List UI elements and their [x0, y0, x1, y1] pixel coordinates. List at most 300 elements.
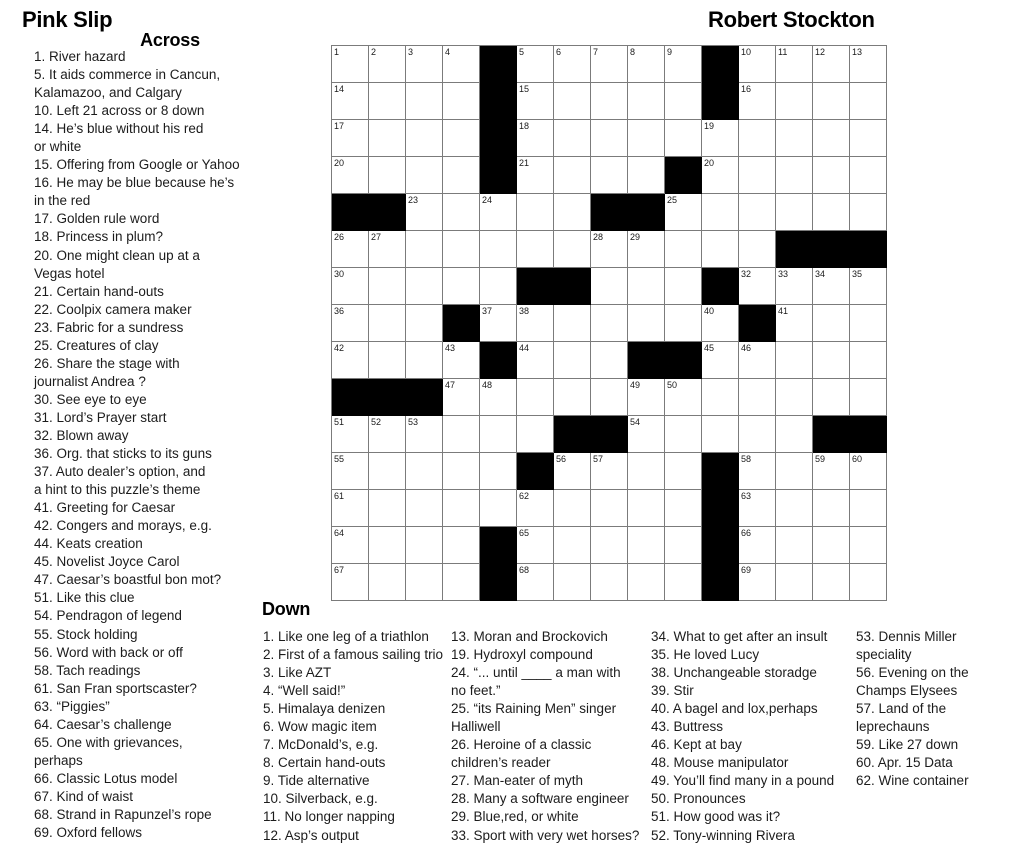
down-clue-column-3 [651, 628, 834, 845]
down-clue-line: 46. Kept at bay [651, 737, 742, 753]
down-clue-line: 43. Buttress [651, 719, 724, 735]
grid-cell[interactable] [443, 416, 480, 453]
black-square [665, 157, 702, 194]
grid-cell[interactable] [739, 83, 776, 120]
grid-cell[interactable] [517, 120, 554, 157]
grid-cell[interactable] [739, 231, 776, 268]
grid-cell[interactable] [739, 527, 776, 564]
grid-cell[interactable] [628, 379, 665, 416]
black-square [591, 194, 628, 231]
grid-cell[interactable] [406, 46, 443, 83]
down-clue-line: 48. Mouse manipulator [651, 755, 789, 771]
cell-number: 64 [334, 528, 345, 538]
grid-cell[interactable] [813, 268, 850, 305]
cell-number: 44 [519, 343, 530, 353]
grid-cell[interactable] [369, 564, 406, 601]
grid-cell[interactable] [591, 527, 628, 564]
grid-cell[interactable] [480, 305, 517, 342]
grid-cell[interactable] [739, 490, 776, 527]
cell-number: 51 [334, 417, 345, 427]
cell-number: 30 [334, 269, 345, 279]
grid-cell[interactable] [332, 231, 369, 268]
grid-cell[interactable] [776, 564, 813, 601]
grid-cell[interactable] [665, 194, 702, 231]
grid-cell[interactable] [665, 564, 702, 601]
black-square [850, 231, 887, 268]
grid-cell[interactable] [517, 46, 554, 83]
grid-cell[interactable] [591, 453, 628, 490]
cell-number: 61 [334, 491, 345, 501]
down-clue-line: 56. Evening on the [856, 665, 969, 681]
grid-cell[interactable] [443, 83, 480, 120]
grid-cell[interactable] [776, 453, 813, 490]
grid-cell[interactable] [850, 157, 887, 194]
grid-cell[interactable] [813, 342, 850, 379]
grid-cell[interactable] [628, 268, 665, 305]
across-clue-line: 54. Pendragon of legend [34, 608, 182, 624]
grid-cell[interactable] [517, 416, 554, 453]
grid-cell[interactable] [776, 120, 813, 157]
grid-cell[interactable] [332, 453, 369, 490]
black-square [480, 527, 517, 564]
grid-cell[interactable] [665, 527, 702, 564]
grid-cell[interactable] [813, 379, 850, 416]
grid-cell[interactable] [332, 46, 369, 83]
across-clue-line: in the red [34, 193, 91, 209]
grid-cell[interactable] [554, 379, 591, 416]
grid-cell[interactable] [702, 342, 739, 379]
across-clue-line: or white [34, 139, 82, 155]
grid-cell[interactable] [480, 268, 517, 305]
grid-cell[interactable] [628, 564, 665, 601]
across-clue-line: 45. Novelist Joyce Carol [34, 554, 180, 570]
grid-cell[interactable] [406, 490, 443, 527]
across-clue-line: 41. Greeting for Caesar [34, 500, 176, 516]
grid-cell[interactable] [480, 379, 517, 416]
grid-cell[interactable] [443, 453, 480, 490]
grid-cell[interactable] [850, 83, 887, 120]
across-clue-line: 44. Keats creation [34, 536, 143, 552]
cell-number: 36 [334, 306, 345, 316]
black-square [813, 416, 850, 453]
grid-cell[interactable] [443, 342, 480, 379]
across-clue-line: 31. Lord’s Prayer start [34, 409, 167, 425]
grid-cell[interactable] [850, 120, 887, 157]
grid-cell[interactable] [776, 416, 813, 453]
grid-cell[interactable] [554, 453, 591, 490]
black-square [480, 157, 517, 194]
grid-cell[interactable] [406, 194, 443, 231]
black-square [591, 416, 628, 453]
grid-cell[interactable] [443, 120, 480, 157]
grid-cell[interactable] [739, 564, 776, 601]
grid-cell[interactable] [591, 231, 628, 268]
grid-cell[interactable] [776, 527, 813, 564]
grid-cell[interactable] [480, 490, 517, 527]
down-clue-line: 60. Apr. 15 Data [856, 755, 953, 771]
grid-cell[interactable] [554, 157, 591, 194]
cell-number: 37 [482, 306, 493, 316]
grid-cell[interactable] [665, 231, 702, 268]
grid-cell[interactable] [813, 305, 850, 342]
grid-cell[interactable] [332, 564, 369, 601]
cell-number: 21 [519, 158, 530, 168]
grid-cell[interactable] [776, 490, 813, 527]
grid-cell[interactable] [850, 453, 887, 490]
grid-cell[interactable] [554, 342, 591, 379]
grid-cell[interactable] [480, 194, 517, 231]
cell-number: 34 [815, 269, 826, 279]
cell-number: 49 [630, 380, 641, 390]
grid-cell[interactable] [332, 157, 369, 194]
across-clue-line: Kalamazoo, and Calgary [34, 85, 182, 101]
grid-cell[interactable] [665, 379, 702, 416]
grid-cell[interactable] [406, 453, 443, 490]
grid-cell[interactable] [813, 83, 850, 120]
grid-cell[interactable] [739, 342, 776, 379]
grid-cell[interactable] [554, 490, 591, 527]
grid-cell[interactable] [332, 416, 369, 453]
grid-cell[interactable] [443, 379, 480, 416]
down-clue-line: 27. Man-eater of myth [451, 773, 584, 789]
cell-number: 63 [741, 491, 752, 501]
grid-cell[interactable] [517, 157, 554, 194]
grid-cell[interactable] [517, 490, 554, 527]
down-clue-line: 1. Like one leg of a triathlon [263, 629, 429, 644]
grid-cell[interactable] [369, 231, 406, 268]
cell-number: 55 [334, 454, 345, 464]
grid-cell[interactable] [665, 416, 702, 453]
grid-cell[interactable] [332, 305, 369, 342]
grid-cell[interactable] [406, 416, 443, 453]
grid-cell[interactable] [776, 46, 813, 83]
grid-cell[interactable] [628, 416, 665, 453]
grid-cell[interactable] [702, 231, 739, 268]
grid-cell[interactable] [517, 342, 554, 379]
grid-cell[interactable] [739, 416, 776, 453]
down-clue-line: no feet.” [451, 683, 501, 699]
across-clue-line: Vegas hotel [34, 265, 105, 281]
cell-number: 35 [852, 269, 863, 279]
grid-cell[interactable] [443, 231, 480, 268]
across-clue-line: 65. One with grievances, [34, 734, 183, 750]
down-clue-line: Champs Elysees [856, 683, 958, 699]
grid-cell[interactable] [369, 157, 406, 194]
grid-cell[interactable] [665, 268, 702, 305]
down-clue-line: speciality [856, 647, 912, 663]
grid-cell[interactable] [813, 564, 850, 601]
cell-number: 24 [482, 195, 493, 205]
grid-cell[interactable] [406, 305, 443, 342]
down-clue-line: Halliwell [451, 719, 501, 735]
grid-cell[interactable] [443, 564, 480, 601]
grid-cell[interactable] [591, 157, 628, 194]
grid-cell[interactable] [406, 157, 443, 194]
cell-number: 23 [408, 195, 419, 205]
down-clue-line: 33. Sport with very wet horses? [451, 827, 640, 843]
grid-cell[interactable] [628, 46, 665, 83]
grid-cell[interactable] [591, 305, 628, 342]
across-clue-line: 61. San Fran sportscaster? [34, 680, 197, 696]
grid-cell[interactable] [776, 305, 813, 342]
grid-cell[interactable] [628, 527, 665, 564]
grid-cell[interactable] [554, 194, 591, 231]
grid-cell[interactable] [665, 453, 702, 490]
grid-cell[interactable] [369, 46, 406, 83]
grid-cell[interactable] [517, 527, 554, 564]
grid-cell[interactable] [369, 120, 406, 157]
cell-number: 8 [630, 47, 636, 57]
grid-cell[interactable] [813, 194, 850, 231]
black-square [665, 342, 702, 379]
black-square [850, 416, 887, 453]
across-clue-line: 66. Classic Lotus model [34, 770, 178, 786]
grid-cell[interactable] [628, 83, 665, 120]
grid-cell[interactable] [332, 268, 369, 305]
grid-cell[interactable] [591, 564, 628, 601]
across-clue-line: a hint to this puzzle’s theme [34, 482, 201, 498]
grid-cell[interactable] [591, 268, 628, 305]
cell-number: 3 [408, 47, 414, 57]
grid-cell[interactable] [443, 490, 480, 527]
cell-number: 28 [593, 232, 604, 242]
cell-number: 7 [593, 47, 599, 57]
grid-cell[interactable] [517, 305, 554, 342]
grid-cell[interactable] [517, 379, 554, 416]
grid-cell[interactable] [850, 46, 887, 83]
cell-number: 62 [519, 491, 530, 501]
grid-cell[interactable] [813, 46, 850, 83]
grid-cell[interactable] [813, 120, 850, 157]
cell-number: 16 [741, 84, 752, 94]
grid-cell[interactable] [813, 490, 850, 527]
grid-cell[interactable] [628, 453, 665, 490]
down-clue-line: 24. “... until ____ a man with [451, 665, 621, 681]
grid-cell[interactable] [591, 83, 628, 120]
across-clue-line: 26. Share the stage with [34, 355, 180, 371]
grid-cell[interactable] [628, 490, 665, 527]
grid-cell[interactable] [850, 527, 887, 564]
black-square [739, 305, 776, 342]
grid-cell[interactable] [813, 527, 850, 564]
grid-cell[interactable] [591, 342, 628, 379]
grid-cell[interactable] [517, 194, 554, 231]
grid-cell[interactable] [739, 157, 776, 194]
grid-cell[interactable] [776, 342, 813, 379]
grid-cell[interactable] [443, 194, 480, 231]
grid-cell[interactable] [554, 564, 591, 601]
grid-cell[interactable] [591, 490, 628, 527]
grid-cell[interactable] [554, 120, 591, 157]
grid-cell[interactable] [369, 527, 406, 564]
cell-number: 69 [741, 565, 752, 575]
black-square [813, 231, 850, 268]
grid-cell[interactable] [369, 268, 406, 305]
grid-cell[interactable] [628, 231, 665, 268]
grid-cell[interactable] [369, 83, 406, 120]
grid-cell[interactable] [332, 490, 369, 527]
grid-cell[interactable] [443, 46, 480, 83]
grid-cell[interactable] [850, 305, 887, 342]
cell-number: 18 [519, 121, 530, 131]
down-clue-line: 29. Blue,red, or white [451, 809, 579, 825]
grid-cell[interactable] [702, 379, 739, 416]
grid-cell[interactable] [406, 342, 443, 379]
across-clue-line: 23. Fabric for a sundress [34, 319, 184, 335]
grid-cell[interactable] [554, 231, 591, 268]
grid-cell[interactable] [591, 379, 628, 416]
grid-cell[interactable] [628, 305, 665, 342]
grid-cell[interactable] [443, 268, 480, 305]
cell-number: 17 [334, 121, 345, 131]
grid-cell[interactable] [369, 453, 406, 490]
cell-number: 60 [852, 454, 863, 464]
cell-number: 25 [667, 195, 678, 205]
cell-number: 33 [778, 269, 789, 279]
grid-cell[interactable] [850, 564, 887, 601]
across-clue-line: 51. Like this clue [34, 590, 135, 606]
cell-number: 46 [741, 343, 752, 353]
cell-number: 58 [741, 454, 752, 464]
black-square [406, 379, 443, 416]
grid-cell[interactable] [332, 527, 369, 564]
grid-cell[interactable] [665, 46, 702, 83]
grid-cell[interactable] [702, 305, 739, 342]
cell-number: 20 [334, 158, 345, 168]
cell-number: 42 [334, 343, 345, 353]
cell-number: 50 [667, 380, 678, 390]
grid-cell[interactable] [665, 490, 702, 527]
grid-cell[interactable] [406, 564, 443, 601]
across-clue-line: 64. Caesar’s challenge [34, 716, 172, 732]
grid-cell[interactable] [517, 83, 554, 120]
grid-cell[interactable] [443, 527, 480, 564]
cell-number: 43 [445, 343, 456, 353]
grid-cell[interactable] [628, 120, 665, 157]
grid-cell[interactable] [702, 194, 739, 231]
cell-number: 12 [815, 47, 826, 57]
down-clue-line: 52. Tony-winning Rivera [651, 827, 795, 843]
cell-number: 57 [593, 454, 604, 464]
grid-cell[interactable] [332, 83, 369, 120]
grid-cell[interactable] [665, 83, 702, 120]
across-clue-line: 20. One might clean up at a [34, 247, 200, 263]
grid-cell[interactable] [739, 46, 776, 83]
grid-cell[interactable] [406, 120, 443, 157]
grid-cell[interactable] [702, 157, 739, 194]
grid-cell[interactable] [850, 268, 887, 305]
grid-cell[interactable] [406, 527, 443, 564]
grid-cell[interactable] [739, 379, 776, 416]
cell-number: 59 [815, 454, 826, 464]
grid-cell[interactable] [443, 157, 480, 194]
grid-cell[interactable] [628, 157, 665, 194]
grid-cell[interactable] [369, 342, 406, 379]
cell-number: 14 [334, 84, 345, 94]
grid-cell[interactable] [406, 83, 443, 120]
across-clue-line: 18. Princess in plum? [34, 229, 164, 245]
grid-cell[interactable] [739, 120, 776, 157]
across-clue-line: 1. River hazard [34, 49, 126, 64]
grid-cell[interactable] [850, 379, 887, 416]
down-clue-line: 35. He loved Lucy [651, 647, 760, 663]
black-square [628, 194, 665, 231]
cell-number: 47 [445, 380, 456, 390]
crossword-grid [331, 45, 887, 601]
across-clue-line: 30. See eye to eye [34, 391, 147, 407]
grid-cell[interactable] [776, 157, 813, 194]
cell-number: 41 [778, 306, 789, 316]
down-clue-line: 10. Silverback, e.g. [263, 791, 378, 807]
grid-cell[interactable] [406, 268, 443, 305]
grid-cell[interactable] [702, 416, 739, 453]
grid-cell[interactable] [813, 157, 850, 194]
grid-cell[interactable] [480, 416, 517, 453]
grid-cell[interactable] [739, 268, 776, 305]
grid-cell[interactable] [739, 453, 776, 490]
across-clue-line: 15. Offering from Google or Yahoo [34, 157, 240, 173]
grid-cell[interactable] [369, 490, 406, 527]
black-square [702, 268, 739, 305]
grid-cell[interactable] [554, 305, 591, 342]
grid-cell[interactable] [776, 194, 813, 231]
down-clue-line: 40. A bagel and lox,perhaps [651, 701, 818, 717]
down-clue-line: 38. Unchangeable storadge [651, 665, 817, 681]
cell-number: 66 [741, 528, 752, 538]
grid-cell[interactable] [739, 194, 776, 231]
cell-number: 67 [334, 565, 345, 575]
grid-cell[interactable] [554, 527, 591, 564]
down-clue-line: children’s reader [451, 755, 551, 771]
grid-cell[interactable] [776, 83, 813, 120]
grid-cell[interactable] [850, 342, 887, 379]
grid-cell[interactable] [776, 268, 813, 305]
grid-cell[interactable] [702, 120, 739, 157]
across-clue-line: 69. Oxford fellows [34, 825, 143, 841]
grid-cell[interactable] [369, 416, 406, 453]
grid-cell[interactable] [850, 194, 887, 231]
grid-cell[interactable] [591, 120, 628, 157]
across-clue-line: perhaps [34, 752, 83, 768]
down-clue-line: 6. Wow magic item [263, 719, 377, 735]
grid-cell[interactable] [554, 46, 591, 83]
down-heading: Down [262, 599, 311, 619]
grid-cell[interactable] [591, 46, 628, 83]
down-clue-line: 9. Tide alternative [263, 773, 370, 789]
grid-cell[interactable] [369, 305, 406, 342]
grid-cell[interactable] [850, 490, 887, 527]
grid-cell[interactable] [332, 120, 369, 157]
grid-cell[interactable] [665, 120, 702, 157]
cell-number: 4 [445, 47, 451, 57]
cell-number: 26 [334, 232, 345, 242]
grid-cell[interactable] [813, 453, 850, 490]
grid-cell[interactable] [776, 379, 813, 416]
grid-cell[interactable] [517, 231, 554, 268]
grid-cell[interactable] [517, 564, 554, 601]
down-clue-line: 28. Many a software engineer [451, 791, 629, 807]
grid-cell[interactable] [406, 231, 443, 268]
across-clue-line: 68. Strand in Rapunzel’s rope [34, 806, 212, 822]
grid-cell[interactable] [554, 83, 591, 120]
grid-cell[interactable] [665, 305, 702, 342]
black-square [554, 268, 591, 305]
cell-number: 32 [741, 269, 752, 279]
grid-cell[interactable] [480, 231, 517, 268]
grid-cell[interactable] [480, 453, 517, 490]
grid-cell[interactable] [332, 342, 369, 379]
cell-number: 38 [519, 306, 530, 316]
